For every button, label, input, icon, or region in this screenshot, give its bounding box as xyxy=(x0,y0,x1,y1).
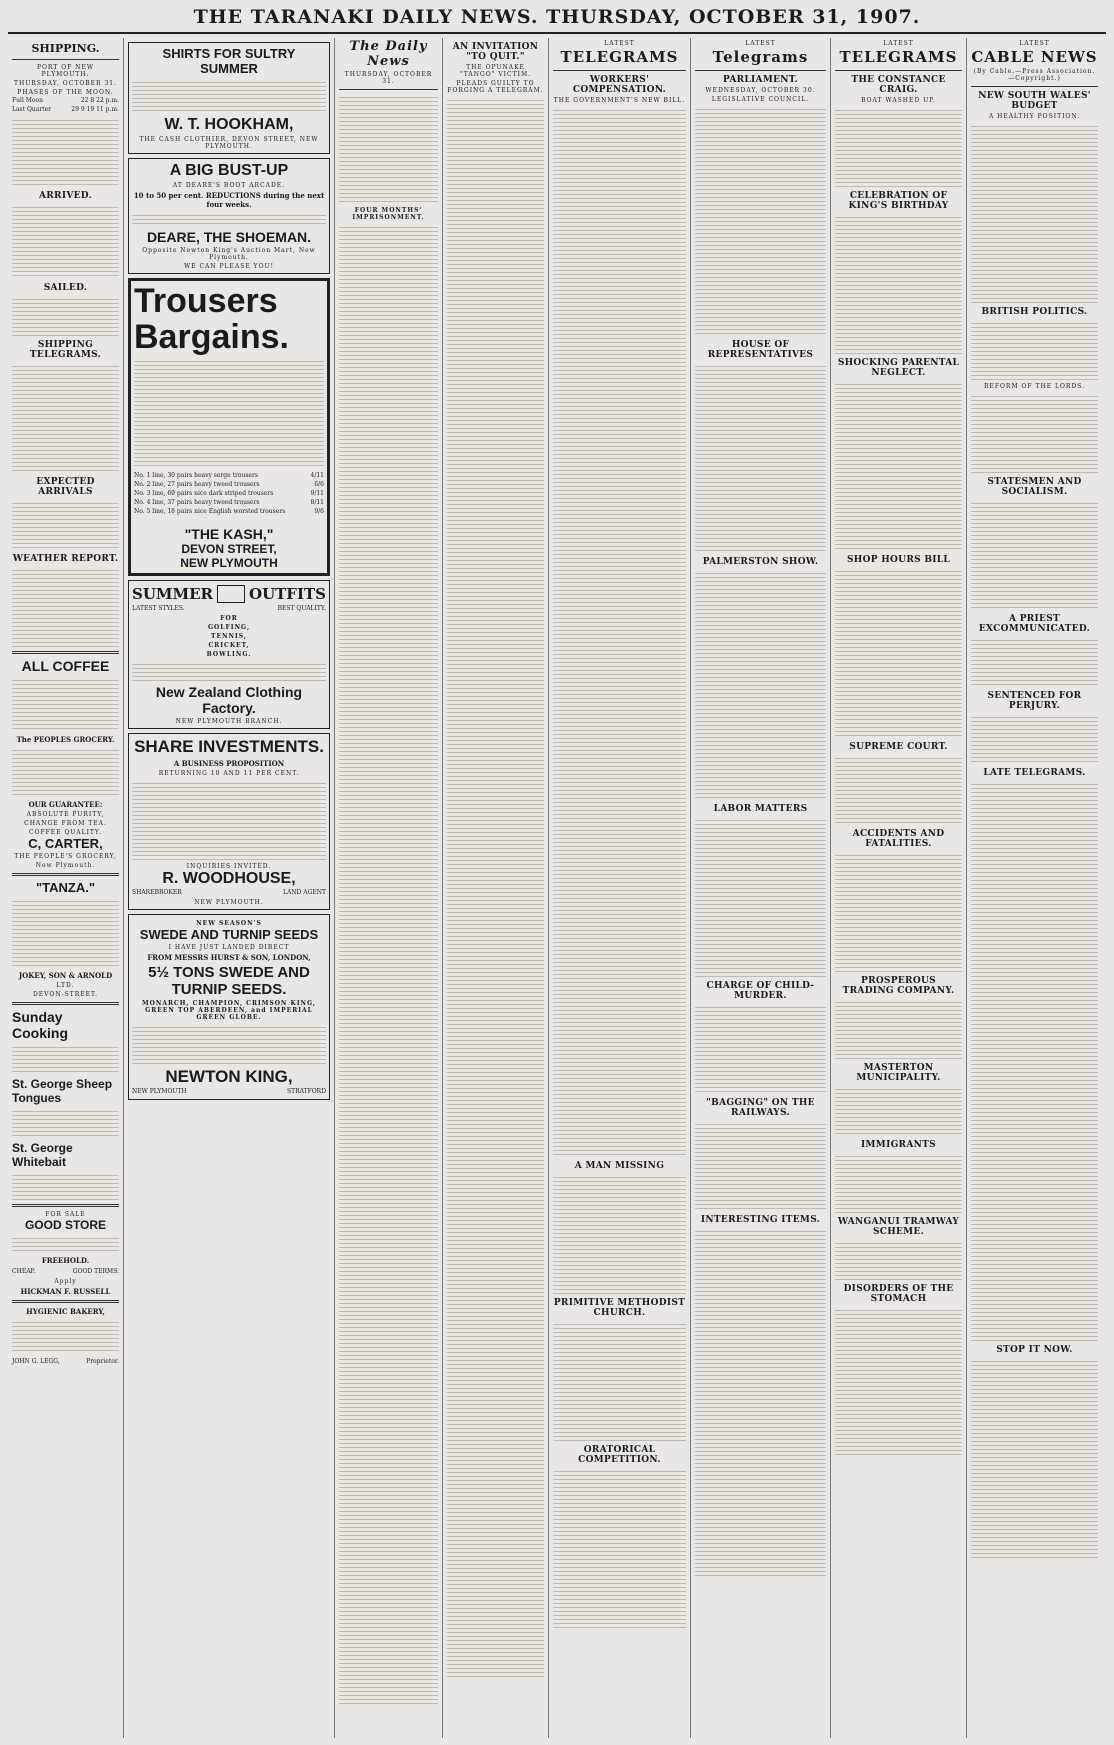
telegrams-title: TELEGRAMS xyxy=(839,48,958,66)
text-block xyxy=(835,107,962,187)
moon-row: Full Moon 22 8 22 p.m. xyxy=(12,97,119,104)
price-row: No. 1 line, 30 pairs heavy serge trousers 4/11 xyxy=(134,472,324,480)
text-block xyxy=(12,747,119,797)
text-block xyxy=(695,363,826,553)
jokey-sub: LTD. xyxy=(56,982,75,989)
masthead: THE TARANAKI DAILY NEWS. THURSDAY, OCTOBER 31, 1907. xyxy=(8,6,1106,34)
latest-label: LATEST xyxy=(745,40,776,47)
text-block xyxy=(132,79,326,113)
birthday-heading: CELEBRATION OF KING'S BIRTHDAY xyxy=(848,191,949,211)
text-block xyxy=(835,1153,962,1213)
coffee-ad-title: ALL COFFEE xyxy=(21,658,110,674)
bargains-title: Bargains. xyxy=(134,317,289,356)
stomach-heading: DISORDERS OF THE STOMACH xyxy=(843,1284,954,1304)
trousers-title: Trousers xyxy=(134,282,278,320)
from-line: FROM MESSRS HURST & SON, LONDON, xyxy=(147,953,311,963)
column-6 xyxy=(691,38,831,1738)
deare-sub: Opposite Newton King's Auction Mart, New Plymouth. xyxy=(142,247,316,261)
please-line: WE CAN PLEASE YOU! xyxy=(183,263,274,270)
text-block xyxy=(835,999,962,1059)
latest-label: LATEST xyxy=(883,40,914,47)
jokey-name: JOKEY, SON & ARNOLD xyxy=(18,971,113,980)
text-block xyxy=(134,358,324,468)
text-block xyxy=(12,204,119,279)
text-block xyxy=(132,661,326,681)
text-block xyxy=(695,1004,826,1094)
inquiries-line: INQUIRIES INVITED. xyxy=(186,863,272,871)
column-4 xyxy=(443,38,549,1738)
text-block xyxy=(695,817,826,977)
sports-line: CRICKET, xyxy=(208,642,250,650)
text-block xyxy=(339,94,438,204)
logo-icon xyxy=(217,585,245,603)
kash-street: DEVON STREET, xyxy=(181,542,277,557)
tons-title: 5½ TONS SWEDE AND TURNIP SEEDS. xyxy=(148,964,310,999)
stop-heading: STOP IT NOW. xyxy=(996,1345,1073,1355)
column-1 xyxy=(8,38,124,1738)
washed-heading: BOAT WASHED UP. xyxy=(861,97,936,104)
telegrams-title: TELEGRAMS xyxy=(560,48,679,66)
text-block xyxy=(971,637,1098,687)
divider xyxy=(12,1002,119,1005)
date-line: THURSDAY, OCTOBER 31. xyxy=(13,80,117,87)
arrived-heading: ARRIVED. xyxy=(38,191,92,201)
divider xyxy=(12,873,119,876)
sports-line: FOR xyxy=(220,615,238,623)
price-row: No. 5 line, 18 pairs nice English worsted trousers 9/6 xyxy=(134,508,324,516)
shipping-telegrams-heading: SHIPPING TELEGRAMS. xyxy=(29,340,102,360)
woodhouse-name: R. WOODHOUSE, xyxy=(162,870,296,888)
deare-name: DEARE, THE SHOEMAN. xyxy=(146,229,312,245)
proposition-title: A BUSINESS PROPOSITION xyxy=(173,759,285,769)
text-block xyxy=(835,755,962,825)
invitation-heading: AN INVITATION "TO QUIT." xyxy=(452,42,539,62)
palmerston-heading: PALMERSTON SHOW. xyxy=(702,557,819,567)
for-sale-heading: FOR SALE xyxy=(45,1211,86,1218)
text-block xyxy=(132,1024,326,1064)
labor-heading: LABOR MATTERS xyxy=(713,804,808,814)
column-7 xyxy=(831,38,967,1738)
shirts-title: SHIRTS FOR SULTRY SUMMER xyxy=(162,46,296,76)
text-block xyxy=(553,1321,686,1441)
text-block xyxy=(132,212,326,226)
arcade-line: AT DEARE'S BOOT ARCADE. xyxy=(172,182,286,189)
text-block xyxy=(971,714,1098,764)
carter-place: New Plymouth. xyxy=(35,862,96,869)
lords-heading: REFORM OF THE LORDS. xyxy=(983,383,1086,390)
text-block xyxy=(835,1086,962,1136)
text-block xyxy=(553,1174,686,1294)
sailed-heading: SAILED. xyxy=(43,283,88,293)
carter-sub: THE PEOPLE'S GROCERY, xyxy=(14,853,117,860)
shipping-heading: SHIPPING. xyxy=(31,42,100,55)
nzcf-name: New Zealand Clothing Factory. xyxy=(155,684,303,717)
woodhouse-roles: SHAREBROKER LAND AGENT xyxy=(132,889,326,897)
port-heading: PORT OF NEW PLYMOUTH. xyxy=(36,64,95,78)
date-line: THURSDAY, OCTOBER 31. xyxy=(344,71,433,85)
text-block xyxy=(12,500,119,550)
summer-outfits-title: SUMMER OUTFITS xyxy=(132,585,326,604)
text-block xyxy=(12,1044,119,1074)
wanganui-heading: WANGANUI TRAMWAY SCHEME. xyxy=(837,1217,960,1237)
column-2 xyxy=(124,38,335,1738)
carter-name: C, CARTER, xyxy=(28,836,103,851)
four-months-heading: FOUR MONTHS' IMPRISONMENT. xyxy=(352,207,425,221)
hookham-ad xyxy=(128,42,330,154)
text-block xyxy=(132,780,326,860)
masterton-heading: MASTERTON MUNICIPALITY. xyxy=(856,1063,941,1083)
guarantee-line: CHANGE FROM TEA. xyxy=(24,820,107,827)
terms-row: CHEAP. GOOD TERMS. xyxy=(12,1268,119,1275)
sheep-tongues-title: St. George Sheep Tongues xyxy=(12,1077,113,1105)
council-heading: LEGISLATIVE COUNCIL. xyxy=(711,96,810,103)
man-missing-heading: A MAN MISSING xyxy=(574,1161,665,1171)
divider xyxy=(12,1204,119,1207)
text-block xyxy=(835,568,962,738)
telegrams-title: Telegrams xyxy=(712,48,809,66)
latest-label: LATEST xyxy=(1019,40,1050,47)
whitebait-title: St. George Whitebait xyxy=(12,1141,73,1169)
text-block xyxy=(12,1172,119,1200)
text-block xyxy=(12,363,119,473)
nsw-heading: NEW SOUTH WALES' BUDGET xyxy=(978,91,1091,111)
immigrants-heading: IMMIGRANTS xyxy=(861,1140,936,1150)
summer-outfits-ad xyxy=(128,580,330,729)
share-title: SHARE INVESTMENTS. xyxy=(134,737,324,757)
bust-up-title: A BIG BUST-UP xyxy=(169,162,289,179)
reductions-line: 10 to 50 per cent. REDUCTIONS during the next four weeks. xyxy=(133,191,325,209)
text-block xyxy=(835,1240,962,1280)
text-block xyxy=(12,1235,119,1253)
divider xyxy=(553,70,686,71)
columns xyxy=(8,38,1106,1738)
kash-name: "THE KASH," xyxy=(184,526,274,543)
latest-label: LATEST xyxy=(604,40,635,47)
divider xyxy=(971,86,1098,87)
weather-heading: WEATHER REPORT. xyxy=(12,554,119,564)
invitation-sub2: PLEADS GUILTY TO FORGING A TELEGRAM. xyxy=(447,80,544,94)
season-line: NEW SEASON'S xyxy=(196,920,262,928)
price-row: No. 3 line, 69 pairs nice dark striped trousers 9/11 xyxy=(134,490,324,498)
text-block xyxy=(971,123,1098,303)
freehold-label: FREEHOLD. xyxy=(41,1256,90,1265)
apply-label: Apply xyxy=(54,1278,77,1285)
column-8 xyxy=(967,38,1102,1738)
guarantee-line: COFFEE QUALITY. xyxy=(28,829,103,836)
divider xyxy=(12,651,119,654)
price-row: No. 4 line, 37 pairs heavy tweed trousers 8/11 xyxy=(134,499,324,507)
supreme-heading: SUPREME COURT. xyxy=(849,742,948,752)
divider xyxy=(339,89,438,90)
text-block xyxy=(695,570,826,800)
text-block xyxy=(339,224,438,1704)
newton-king-name: NEWTON KING, xyxy=(165,1067,293,1087)
priest-heading: A PRIEST EXCOMMUNICATED. xyxy=(978,614,1091,634)
neglect-heading: SHOCKING PARENTAL NEGLECT. xyxy=(837,358,960,378)
moon-row: Last Quarter 29 9 19 11 p.m. xyxy=(12,106,119,113)
guarantee-line: ABSOLUTE PURITY, xyxy=(26,811,105,818)
cable-sub: (By Cable.—Press Association.—Copyright.) xyxy=(973,68,1096,82)
text-block xyxy=(12,296,119,336)
guarantee-heading: OUR GUARANTEE: xyxy=(28,800,103,809)
text-block xyxy=(553,107,686,1157)
grocery-name: The PEOPLES GROCERY. xyxy=(16,735,115,744)
trousers-ad xyxy=(128,278,330,576)
column-5 xyxy=(549,38,691,1738)
parliament-heading: PARLIAMENT. xyxy=(722,75,799,85)
column-3 xyxy=(335,38,443,1738)
newton-towns: NEW PLYMOUTH STRATFORD xyxy=(132,1088,326,1096)
british-heading: BRITISH POLITICS. xyxy=(981,307,1088,317)
jokey-place: DEVON-STREET. xyxy=(32,991,99,998)
accidents-heading: ACCIDENTS AND FATALITIES. xyxy=(852,829,945,849)
divider xyxy=(835,70,962,71)
price-row: No. 2 line, 27 pairs heavy tweed trousers 6/6 xyxy=(134,481,324,489)
returning-line: RETURNING 10 AND 11 PER CENT. xyxy=(158,770,300,778)
text-block xyxy=(12,1319,119,1354)
text-block xyxy=(12,898,119,968)
hookham-sub: THE CASH CLOTHIER, DEVON STREET, NEW PLYMOUTH. xyxy=(139,136,319,150)
text-block xyxy=(695,1121,826,1211)
interesting-heading: INTERESTING ITEMS. xyxy=(700,1215,821,1225)
deare-ad xyxy=(128,158,330,274)
paper-flag: The Daily News xyxy=(349,39,428,69)
good-store-title: GOOD STORE xyxy=(24,1218,107,1232)
tanza-title: "TANZA." xyxy=(35,880,96,895)
text-block xyxy=(835,1307,962,1457)
divider xyxy=(695,70,826,71)
landed-line: I HAVE JUST LANDED DIRECT xyxy=(168,944,290,952)
invitation-sub: THE OPUNAKE "TANGO" VICTIM. xyxy=(459,64,532,78)
govt-bill-heading: THE GOVERNMENT'S NEW BILL. xyxy=(553,97,686,104)
nzcf-branch: NEW PLYMOUTH BRANCH. xyxy=(175,718,283,726)
text-block xyxy=(971,500,1098,610)
divider xyxy=(12,59,119,60)
healthy-heading: A HEALTHY POSITION. xyxy=(988,113,1081,120)
cable-title: CABLE NEWS xyxy=(971,48,1098,66)
expected-heading: EXPECTED ARRIVALS xyxy=(36,477,95,497)
perjury-heading: SENTENCED FOR PERJURY. xyxy=(987,691,1082,711)
bakery-sign-row: JOHN G. LEGG, Proprietor. xyxy=(12,1358,119,1365)
text-block xyxy=(971,320,1098,380)
swede-title: SWEDE AND TURNIP SEEDS xyxy=(139,927,319,943)
house-heading: HOUSE OF REPRESENTATIVES xyxy=(707,340,814,360)
styles-row: LATEST STYLES. BEST QUALITY. xyxy=(132,605,326,613)
text-block xyxy=(835,381,962,551)
text-block xyxy=(553,1468,686,1628)
sports-line: GOLFING, xyxy=(207,624,251,632)
russell-name: HICKMAN F. RUSSELL xyxy=(20,1287,111,1296)
text-block xyxy=(12,117,119,187)
text-block xyxy=(971,781,1098,1341)
sports-line: BOWLING. xyxy=(206,651,252,659)
bakery-name: HYGIENIC BAKERY, xyxy=(26,1307,105,1316)
compensation-heading: WORKERS' COMPENSATION. xyxy=(572,75,667,95)
woodhouse-town: NEW PLYMOUTH. xyxy=(194,899,264,907)
primitive-heading: PRIMITIVE METHODIST CHURCH. xyxy=(553,1298,686,1318)
text-block xyxy=(12,1108,119,1138)
seeds-ad xyxy=(128,914,330,1100)
late-telegrams-heading: LATE TELEGRAMS. xyxy=(983,768,1086,778)
text-block xyxy=(12,677,119,732)
craig-heading: THE CONSTANCE CRAIG. xyxy=(851,75,946,95)
statesmen-heading: STATESMEN AND SOCIALISM. xyxy=(987,477,1082,497)
divider xyxy=(12,1300,119,1303)
text-block xyxy=(971,393,1098,473)
kash-town: NEW PLYMOUTH xyxy=(180,556,278,571)
oratorical-heading: ORATORICAL COMPETITION. xyxy=(578,1445,661,1465)
text-block xyxy=(695,106,826,336)
parliament-date: WEDNESDAY, OCTOBER 30. xyxy=(705,87,816,94)
text-block xyxy=(695,1228,826,1578)
varieties-line: MONARCH, CHAMPION, CRIMSON KING, GREEN TOP ABERDEEN, and IMPERIAL GREEN GLOBE. xyxy=(141,1000,317,1022)
text-block xyxy=(835,214,962,354)
bagging-heading: "BAGGING" ON THE RAILWAYS. xyxy=(706,1098,815,1118)
text-block xyxy=(447,97,544,1677)
sunday-cooking-title: Sunday Cooking xyxy=(12,1009,68,1041)
shop-hours-heading: SHOP HOURS BILL xyxy=(846,555,951,565)
child-murder-heading: CHARGE OF CHILD-MURDER. xyxy=(706,981,815,1001)
sports-line: TENNIS, xyxy=(210,633,248,641)
trading-heading: PROSPEROUS TRADING COMPANY. xyxy=(842,976,955,996)
text-block xyxy=(971,1358,1098,1558)
text-block xyxy=(12,567,119,647)
share-ad xyxy=(128,733,330,910)
moon-heading: PHASES OF THE MOON. xyxy=(17,89,114,96)
text-block xyxy=(835,852,962,972)
hookham-name: W. T. HOOKHAM, xyxy=(164,116,294,133)
